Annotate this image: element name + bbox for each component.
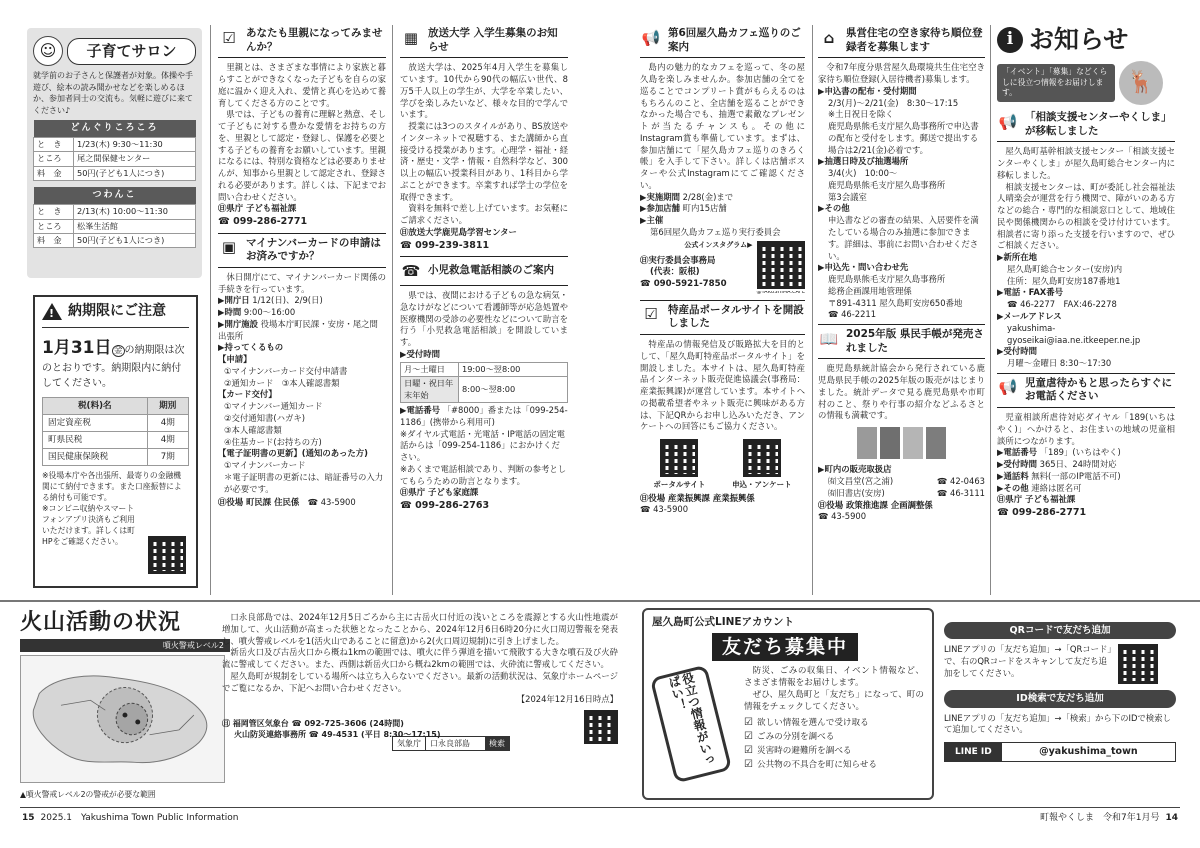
abuse-item-label: ▶通話料 xyxy=(997,470,1029,481)
kids-p1: 県では、夜間における子どもの急な病気・急なけがなどについて看護師等が応急処置や医療機関の受診の必要性などについて助言を行う「小児救急電話相談」を開設しています。 xyxy=(400,290,568,348)
handbook-tel: ☎ 43-5900 xyxy=(818,511,867,522)
housing-section-line: ※土日祝日を除く xyxy=(828,109,894,120)
deer-mascot-icon: 🦌 xyxy=(1119,61,1163,105)
foster-p1: 里親とは、さまざまな事情により家族と暮らすことができなくなった子どもを自らの家庭に温かく迎え入れ、愛情と真心を込めて養育してくださる方のことです。 xyxy=(218,62,386,108)
nurse-icon: ☎ xyxy=(401,261,421,280)
foster-tel: ☎ 099-286-2771 xyxy=(218,216,308,228)
salon-schedule-row xyxy=(34,233,196,247)
kids-hours-day: 月～土曜日 xyxy=(401,362,459,376)
search-term-b: 口永良部島 xyxy=(430,739,470,749)
tax-row xyxy=(43,432,189,449)
volcano-text xyxy=(222,612,618,802)
salon-row-label: 料 金 xyxy=(34,233,74,247)
counsel-title: 「相談支援センターやくしま」が移転しました xyxy=(1025,111,1172,137)
salon-group-name: つわんこ xyxy=(34,187,196,204)
counsel-section-heading: ▶受付時間 xyxy=(997,346,1037,357)
mynumber-bring-item: ＊電子証明書の更新には、暗証番号の入力が必要です。 xyxy=(224,471,384,494)
abuse-p1: 児童相談所虐待対応ダイヤル「189(いちはやく)」へかけると、お住まいの地域の児童相談所につながります。 xyxy=(997,412,1175,446)
checkbox-icon: ☑ xyxy=(744,745,753,757)
univ-p2: 授業には3つのスタイルがあり、BS放送やインターネットで視聴する、また講師から直接受ける授業があります。心理学・福祉・経済・歴史・文学・情報・自然科学など、300以上の幅広い授業科目があり、1科目から学ぶことができます。卒業すれば学士の学位を取得できます。 xyxy=(400,121,568,202)
housing-section-line: 鹿児島県熊毛支庁屋久島事務所 xyxy=(828,179,946,190)
salon-row-label: 料 金 xyxy=(34,166,74,180)
univ-tel: ☎ 099-239-3811 xyxy=(400,239,490,251)
handbook-shops-title: ▶町内の販売取扱店 xyxy=(818,464,892,475)
mynumber-bring-item: ①マイナンバー通知カード xyxy=(224,401,323,412)
footer-left-text: 2025.1 Yakushima Town Public Information xyxy=(40,813,239,823)
volcano-title: 火山活動の状況 xyxy=(20,610,182,635)
checkbox-icon: ☑ xyxy=(644,305,658,324)
abuse-item xyxy=(997,471,1175,483)
counsel-p1: 屋久島町基幹相談支援センター「相談支援センターやくしま」が屋久島町総合センター内に移転しました。 xyxy=(997,146,1175,180)
cafe-qr-caption: @YAKUSHIMA.CAFE xyxy=(756,288,805,295)
counsel-section-heading: ▶新所在地 xyxy=(997,252,1037,263)
counsel-section-heading: ▶メールアドレス xyxy=(997,311,1062,321)
salon-row-label: と き xyxy=(34,137,74,151)
line-pre: 屋久島町公式LINEアカウント xyxy=(652,616,794,628)
line-phone-text: 役立つ情報がいっぱい！ xyxy=(666,670,717,768)
mynumber-item xyxy=(218,295,386,307)
mynumber-item xyxy=(218,307,386,319)
line-check-text: ごみの分別を調べる xyxy=(756,732,835,743)
volcano-level: 噴火警戒レベル2 xyxy=(20,639,230,652)
salon-row-value: 50円(子ども1人につき) xyxy=(74,233,196,247)
portal-qr-code[interactable] xyxy=(660,439,698,477)
cafe-item-value: 2/28(金)まで xyxy=(679,191,734,202)
checkbox-icon: ☑ xyxy=(744,759,753,771)
line-check-text: 災害時の避難所を調べる xyxy=(756,746,852,757)
mynumber-item-label: ▶開庁施設 xyxy=(218,318,258,329)
handbook-contact: ㊐役場 政策推進課 企画調整係 xyxy=(818,499,933,510)
line-id-value: @yakushima_town xyxy=(1039,746,1138,758)
housing-section-heading: ▶抽選日時及び抽選場所 xyxy=(818,156,909,167)
notice-title: お知らせ xyxy=(1029,25,1129,54)
counsel-section-line: 屋久島町総合センター(安房)内 xyxy=(1007,263,1123,274)
footer-left-page: 15 xyxy=(22,813,35,823)
volcano-panel xyxy=(20,608,230,798)
salon-intro: 就学前のお子さんと保護者が対象。体操や手遊び、絵本の読み聞かせなどを楽しめるほか、参加者同士の交流も。気軽に遊びに来てください♪ xyxy=(33,71,193,115)
cafe-item-label: ▶参加店舗 xyxy=(640,203,680,214)
volcano-map-caption: ▲噴火警戒レベル2の警戒が必要な範囲 xyxy=(20,789,156,799)
handbook-shop xyxy=(828,476,985,488)
mynumber-contact-name: ㊐役場 町民課 住民係 xyxy=(218,497,300,508)
handbook-shop-name: ㈲旧書店(安房) xyxy=(828,487,885,498)
megaphone-icon: 📢 xyxy=(641,28,661,47)
mynumber-bring-item: ④住基カード(お持ちの方) xyxy=(224,436,322,447)
kids-tel: ☎ 099-286-2763 xyxy=(400,500,490,512)
notice-subtitle: 「イベント」「募集」などくらしに役立つ情報をお届けします。 xyxy=(997,64,1115,103)
tax-row xyxy=(43,449,189,466)
footer-right-text: 町報やくしま 令和7年1月号 xyxy=(1040,813,1160,823)
counsel-section-line: 住所：屋久島町安房187番地1 xyxy=(1007,275,1121,286)
line-title: 友だち募集中 xyxy=(712,633,858,662)
cafe-qr-code[interactable] xyxy=(757,241,805,289)
kids-note: ※あくまで電話相談であり、判断の参考としてもらうための助言となります。 xyxy=(400,463,567,486)
housing-section-line: 3/4(火) 10:00～ xyxy=(828,168,898,179)
volcano-p1: 口永良部島では、2024年12月5日ごろから主に古岳火口付近の浅いところを震源とする火山性地震が増加して、火山活動が高まった状態となったことから、2024年12月6日6時20分に火口周辺警報を発表し、噴火警戒レベルを1(活火山であることに留意)から2(火口周辺規制)に引き上げました。 xyxy=(222,612,618,646)
line-check-item xyxy=(744,730,924,744)
salon-row-value: 2/13(木) 10:00～11:30 xyxy=(74,205,196,219)
tax-table xyxy=(42,397,189,466)
salon-row-value: 尾之間保健センター xyxy=(74,152,196,166)
mynumber-intro: 休日開庁にて、マイナンバーカード関係の手続きを行っています。 xyxy=(218,271,386,294)
cafe-tel: ☎ 090-5921-7850 xyxy=(640,279,727,290)
book-icon: 📖 xyxy=(819,329,839,348)
mynumber-title: マイナンバーカードの申請はお済みですか？ xyxy=(246,236,381,263)
abuse-item-value: 連絡は匿名可 xyxy=(1028,482,1082,493)
search-button[interactable]: 検索 xyxy=(485,737,509,750)
deadline-desc: の納期限は次のとおりです。納期限内に納付してください。 xyxy=(42,344,185,390)
salon-schedule-table xyxy=(33,187,196,248)
portal-qr-label: ポータルサイト xyxy=(653,480,706,490)
handbook-p1: 鹿児島県統計協会から発行されている鹿児島県民手帳の2025年版の販売がはじまりました。統計データで見る鹿児島県や市町村のこと、祭りや行事の紹介などふるさとの情報も満載です。 xyxy=(818,363,985,421)
abuse-item xyxy=(997,459,1175,471)
portal-contact: ㊐役場 産業振興課 産業振興係 xyxy=(640,492,755,503)
kids-hours-row xyxy=(401,377,568,403)
kids-note: ※ダイヤル式電話・光電話・IP電話の固定電話からは「099-254-1186」におかけください。 xyxy=(400,428,566,463)
tax-period: 4期 xyxy=(147,432,188,449)
cafe-insta-label: 公式インスタグラム▶ xyxy=(684,240,753,249)
line-box xyxy=(642,608,934,800)
salon-row-label: ところ xyxy=(34,152,74,166)
column-housing xyxy=(818,27,985,595)
mynumber-bring-item: ②通知カード ③本人確認書類 xyxy=(224,377,340,388)
line-p2: ぜひ、屋久島町と「友だち」になって、町の情報をチェックしてください。 xyxy=(744,690,924,713)
id-add-text: LINEアプリの「友だち追加」→「検索」から下のIDで検索して追加してください。 xyxy=(944,712,1171,735)
qr-add-title: QRコードで友だち追加 xyxy=(944,622,1176,639)
univ-contact: ㊐放送大学鹿児島学習センター xyxy=(400,227,517,237)
mother-child-icon: ☺ xyxy=(33,36,63,66)
cafe-item-value: 町内15店舗 xyxy=(679,203,727,214)
tax-period: 4期 xyxy=(147,414,188,431)
housing-section-line: 2/3(月)～2/21(金) 8:30～17:15 xyxy=(828,97,959,108)
line-check-text: 欲しい情報を選んで受け取る xyxy=(756,718,869,729)
handbook-title: 2025年版 県民手帳が発売されました xyxy=(846,328,984,354)
salon-row-value: 50円(子ども1人につき) xyxy=(74,166,196,180)
mynumber-bring-item: ③本人確認書類 xyxy=(224,424,282,435)
mynumber-item xyxy=(218,319,386,343)
column-cafe xyxy=(640,27,805,595)
tax-name: 国民健康保険税 xyxy=(43,449,148,466)
abuse-item xyxy=(997,483,1175,495)
counsel-section-line: ☎ 46-2277 FAX:46-2278 xyxy=(1007,299,1117,310)
salon-schedule-table xyxy=(33,120,196,181)
salon-schedule-row xyxy=(34,219,196,233)
cafe-contact1: ㊐実行委員会事務局 xyxy=(640,254,716,265)
housing-section-line: 〒891-4311 屋久島町安房650番地 xyxy=(828,297,963,308)
housing-section-line: 鹿児島県熊毛支庁屋久島事務所 xyxy=(828,274,946,285)
mynumber-item-value: 役場本庁町民課・安房・尾之間出張所 xyxy=(218,318,378,341)
id-add-title: ID検索で友だち追加 xyxy=(944,690,1176,707)
handbook-shop-tel: ☎ 46-3111 xyxy=(936,487,985,498)
line-howto xyxy=(944,622,1176,802)
housing-section-heading: ▶申込先・問い合わせ先 xyxy=(818,262,909,273)
portal-title: 特産品ポータルサイトを開設しました xyxy=(668,303,804,330)
mynumber-items xyxy=(218,295,386,342)
info-icon: i xyxy=(997,27,1023,53)
salon-row-label: ところ xyxy=(34,219,74,233)
kids-hours-table xyxy=(400,362,568,403)
handbook-shops xyxy=(818,476,985,500)
univ-p3: 資料を無料で差し上げています。お気軽にご請求ください。 xyxy=(400,203,568,226)
abuse-item-label: ▶受付時間 xyxy=(997,459,1037,470)
salon-row-value: 松峯生活館 xyxy=(74,219,196,233)
counsel-section-line: 月曜～金曜日 8:30～17:30 xyxy=(1007,358,1112,369)
mynumber-item-label: ▶時間 xyxy=(218,307,242,318)
portal-tel: ☎ 43-5900 xyxy=(640,504,689,515)
cafe-contact2: (代表：阪根) xyxy=(650,266,700,277)
line-id-box[interactable] xyxy=(944,742,1176,762)
salon-schedule-row xyxy=(34,137,196,151)
line-p1: 防災、ごみの収集日、イベント情報など、さまざま情報をお届けします。 xyxy=(744,666,924,689)
abuse-item-value: 「189」(いちはやく) xyxy=(1036,447,1121,458)
mynumber-bring-list xyxy=(218,354,386,495)
line-id-label: LINE ID xyxy=(945,743,1002,761)
salon-schedule-row xyxy=(34,152,196,166)
salon-group-name: どんぐりころころ xyxy=(34,120,196,137)
warning-icon: ! xyxy=(42,303,62,320)
tax-period: 7期 xyxy=(147,449,188,466)
housing-sections xyxy=(818,86,985,321)
cafe-item-label: ▶主催 xyxy=(640,215,664,226)
building-icon: ▦ xyxy=(403,28,419,47)
portal-p1: 特産品の情報発信及び販路拡大を目的として、「屋久島町特産品ポータルサイト」を開設しました。本サイトは、屋久島町特産品インターネット販売促進協議会(事務局：産業振興課)が運営しています。本サイトへの掲載希望者やネット販売に興味がある方は、下記QRからお申し込みいただき、アンケートへの回答にもご協力ください。 xyxy=(640,339,805,432)
volcano-contact2: 火山防災連絡事務所 ☎ 49-4531 (平日 8:30～17:15) xyxy=(234,729,441,739)
mynumber-bring-title: ▶持ってくるもの xyxy=(218,342,284,353)
volcano-map xyxy=(20,655,225,783)
housing-section-line: ☎ 46-2211 xyxy=(828,309,877,320)
cafe-title: 第6回屋久島カフェ巡りのご案内 xyxy=(668,27,801,53)
survey-qr-label: 申込・アンケート xyxy=(732,480,792,490)
salon-groups xyxy=(27,116,202,248)
deadline-title: 納期限にご注意 xyxy=(68,303,166,319)
cafe-item-label: ▶実施期間 xyxy=(640,191,680,202)
mynumber-bring-item: ①マイナンバーカード交付申請書 xyxy=(224,365,348,376)
footer-right xyxy=(1040,812,1178,825)
megaphone-icon: 📢 xyxy=(998,112,1018,131)
line-check-item xyxy=(744,716,924,730)
mynumber-tel: ☎ 43-5900 xyxy=(307,497,356,508)
deadline-weekday: 金 xyxy=(113,345,123,356)
counsel-sections xyxy=(997,252,1175,370)
tax-name: 固定資産税 xyxy=(43,414,148,431)
housing-section-heading: ▶その他 xyxy=(818,203,850,214)
house-icon: ⌂ xyxy=(823,28,835,47)
housing-section-line: 申込書などの審査の結果、入居要件を満たしている場合のみ抽選に参加できます。詳細は、事前にお問い合わせください。 xyxy=(828,215,979,261)
survey-qr-code[interactable] xyxy=(743,439,781,477)
kids-hours-title: ▶受付時間 xyxy=(400,348,440,359)
cafe-item xyxy=(640,215,805,227)
footer-left xyxy=(22,812,238,825)
cafe-item xyxy=(640,203,805,215)
kids-phone-value: 「#8000」番または「099-254-1186」(携帯から利用可) xyxy=(400,405,568,427)
tax-header-period: 期別 xyxy=(147,397,188,414)
qr-add-text: LINEアプリの「友だち追加」→「QRコード」で、右のQRコードをスキャンして友だち追加をしてください。 xyxy=(944,644,1112,678)
deadline-note: ※コンビニ収納やスマートフォンアプリ決済もご利用いただけます。詳しくは町HPをご確認ください。 xyxy=(42,503,135,546)
search-term-a: 気象庁 xyxy=(393,737,426,750)
univ-title: 放送大学 入学生募集のお知らせ xyxy=(428,27,558,53)
cafe-items xyxy=(640,192,805,227)
abuse-title: 児童虐待かもと思ったらすぐにお電話ください xyxy=(1025,376,1172,403)
handbook-photo xyxy=(818,427,985,459)
line-checks xyxy=(744,716,924,772)
mynumber-bring-item: 【カード交付】 xyxy=(218,389,277,400)
housing-title: 県営住宅の空き家待ち順位登録者を募集します xyxy=(846,27,983,53)
tax-row xyxy=(43,414,189,431)
footer-right-page: 14 xyxy=(1165,813,1178,823)
deadline-note: ※役場本庁や各出張所、最寄りの金融機関にて納付できます。また口座振替による納付も可能です。 xyxy=(42,471,182,502)
abuse-item xyxy=(997,447,1175,459)
abuse-contact: ㊐県庁 子ども福祉課 xyxy=(997,494,1076,505)
cafe-host: 第6回屋久島カフェ巡り実行委員会 xyxy=(650,227,781,237)
mynumber-item-value: 9:00～16:00 xyxy=(241,307,296,318)
mynumber-contact xyxy=(218,497,386,509)
volcano-p2: 新岳火口及び古岳火口から概ね1kmの範囲では、噴火に伴う弾道を描いて飛散する大きな噴石及び火砕流に警戒してください。また、西側は新岳火口から概ね2kmの範囲では、火砕流に警戒してください。 xyxy=(222,647,618,670)
deadline-box xyxy=(33,295,198,588)
megaphone-icon: 📢 xyxy=(998,378,1018,397)
mynumber-bring-item: ①マイナンバーカード xyxy=(224,460,306,471)
checkbox-icon: ☑ xyxy=(744,717,753,729)
id-card-icon: ▣ xyxy=(221,238,237,257)
salon-title: 子育てサロン xyxy=(67,38,196,65)
kids-title: 小児救急電話相談のご案内 xyxy=(428,264,554,277)
mynumber-item-label: ▶開庁日 xyxy=(218,295,250,306)
counsel-section-line: yakushima-gyoseikai@iaa.ne.itkeeper.ne.jp xyxy=(1007,322,1141,345)
mynumber-bring-item: 【電子証明書の更新】(通知のあった方) xyxy=(218,448,368,459)
smartphone-illustration xyxy=(650,665,732,784)
mynumber-bring-item: ②交付通知書(ハガキ) xyxy=(224,413,306,423)
foster-title: あなたも里親になってみませんか？ xyxy=(246,27,383,53)
handbook-shop-tel: ☎ 42-0463 xyxy=(936,476,985,486)
cafe-p1: 島内の魅力的なカフェを巡って、冬の屋久島を楽しみませんか。参加店舗の全てを巡ることでコンプリート賞がもらえるのはもちろんのこと、全店舗を巡ることができなかった場合でも、抽選で素敵なプレゼントが当たるチャンスも。その他にInstagram賞も準備しています。まずは、参加店舗にて「屋久島カフェ巡りのきろく帳」を入手して下さい。詳しくは店舗ポスターや公式Instagramにてご確認ください。 xyxy=(640,62,805,190)
kids-notes xyxy=(400,429,568,488)
salon-schedule-row xyxy=(34,205,196,219)
abuse-item-value: 365日、24時間対応 xyxy=(1036,459,1117,470)
checkbox-icon: ☑ xyxy=(744,731,753,743)
mynumber-item-value: 1/12(日)、2/9(日) xyxy=(249,295,323,306)
checkbox-icon: ☑ xyxy=(222,28,236,47)
kids-contact: ㊐県庁 子ども家庭課 xyxy=(400,487,479,498)
counsel-section-heading: ▶電話・FAX番号 xyxy=(997,287,1064,298)
housing-section-heading: ▶申込書の配布・受付期間 xyxy=(818,85,917,96)
mynumber-bring-item: 【申請】 xyxy=(218,354,252,365)
housing-section-line: 鹿児島県熊毛支庁屋久島事務所で申込書の配布と受付をします。郵送で提出する場合は2/21(金)必着です。 xyxy=(828,121,979,155)
line-check-text: 公共物の不具合を町に知らせる xyxy=(756,760,878,771)
deadline-text xyxy=(42,335,189,392)
housing-p1: 令和7年度分県営屋久島環境共生住宅空き家待ち順位登録(入居待機者)募集します。 xyxy=(818,62,985,85)
abuse-items xyxy=(997,447,1175,494)
salon-schedule-row xyxy=(34,166,196,180)
tax-qr-code[interactable] xyxy=(148,536,186,574)
abuse-tel: ☎ 099-286-2771 xyxy=(997,507,1087,519)
volcano-contact1: ㊐ 福岡管区気象台 ☎ 092-725-3606 (24時間) xyxy=(222,718,404,728)
housing-section-line: 総務企画課用地管理係 xyxy=(828,285,912,296)
column-foster xyxy=(218,27,386,595)
volcano-date: 【2024年12月16日時点】 xyxy=(516,694,618,705)
abuse-item-value: 無料(一部のIP電話不可) xyxy=(1028,470,1121,481)
tax-header-name: 税(料)名 xyxy=(43,397,148,414)
line-check-item xyxy=(744,744,924,758)
kids-hours-day: 日曜・祝日年末年始 xyxy=(401,377,459,403)
tax-name: 町県民税 xyxy=(43,432,148,449)
foster-p2: 県では、子どもの養育に理解と熱意、そして子どもに対する豊かな愛情をお持ちの方を、里親として認定・登録し、保護を必要とする子どもの養育をお願いしています。里親になるには、特別な資格などは必要ありませんが、知事から里親として認定され、登録される必要があります。詳しくは、下記までお問い合わせください。 xyxy=(218,109,386,202)
handbook-shop xyxy=(828,488,985,500)
kids-hours-row xyxy=(401,362,568,376)
kids-hours-time: 8:00～翌8:00 xyxy=(459,377,568,403)
kids-phone-label: ▶電話番号 xyxy=(400,405,440,416)
cafe-item xyxy=(640,192,805,204)
line-check-item xyxy=(744,758,924,772)
housing-section-line: 第3会議室 xyxy=(828,191,867,202)
salon-row-value: 1/23(木) 9:30～11:30 xyxy=(74,137,196,151)
foster-contact: ㊐県庁 子ども福祉課 xyxy=(218,203,297,214)
column-notice xyxy=(997,22,1175,595)
line-qr-code[interactable] xyxy=(1118,644,1158,684)
deadline-date: 1月31日 xyxy=(42,337,112,358)
volcano-p3: 屋久島町が規制をしている場所へは立ち入らないでください。最新の活動状況は、気象庁ホームページでご覧になるか、下記へお問い合わせください。 xyxy=(222,670,618,693)
univ-p1: 放送大学は、2025年4月入学生を募集しています。10代から90代の幅広い世代、8万5千人以上の学生が、大学を卒業したい、学びを楽しみたいなど、様々な目的で学んでいます。 xyxy=(400,62,568,120)
salon-row-label: と き xyxy=(34,205,74,219)
kids-hours-time: 19:00～翌8:00 xyxy=(459,362,568,376)
handbook-shop-name: ㈲文昌堂(宮之浦) xyxy=(828,476,894,486)
kids-phone xyxy=(400,405,568,429)
salon-panel xyxy=(27,28,202,278)
abuse-item-label: ▶その他 xyxy=(997,482,1029,493)
column-univ xyxy=(400,27,568,595)
abuse-item-label: ▶電話番号 xyxy=(997,447,1037,458)
volcano-qr-code[interactable] xyxy=(584,710,618,744)
volcano-search-bar[interactable] xyxy=(392,736,510,751)
counsel-p2: 相談支援センターは、町が委託し社会福祉法人晴楽会が運営を行う機関で、障がいのある方などの総合・専門的な相談窓口として、地域住民や関係機関からの相談を受け付けています。相談者に寄り添った支援を行いますので、ぜひご相談ください。 xyxy=(997,181,1175,251)
